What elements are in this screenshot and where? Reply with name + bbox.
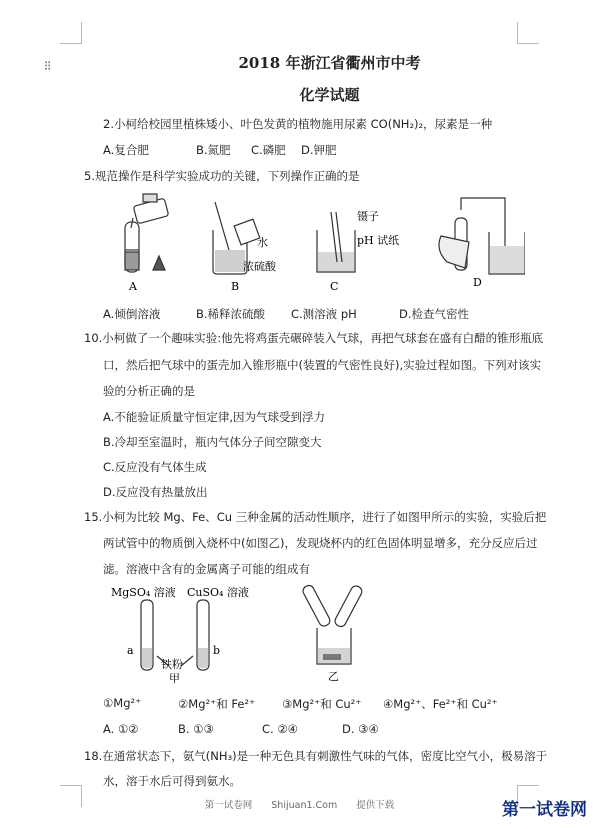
q5-figure <box>105 190 525 295</box>
fig-label-jia: 甲 <box>169 672 180 685</box>
figure-d-airtightness <box>439 198 525 274</box>
fig-label-mgso4: MgSO₄ 溶液 <box>111 586 176 599</box>
footer-site-url[interactable]: Shijuan1.Com <box>271 800 338 811</box>
q10-option-a: A.不能验证质量守恒定律,因为气球受到浮力 <box>103 410 325 424</box>
fig-letter-b: B <box>231 280 240 293</box>
fig-c-ph-paper: pH 试纸 <box>357 234 400 247</box>
fig-letter-d: D <box>473 276 482 289</box>
fig-b-water: 水 <box>257 236 268 249</box>
q15-line-1: 15.小柯为比较 Mg、Fe、Cu 三种金属的活动性顺序，进行了如图甲所示的实验，实验后把 <box>84 510 547 524</box>
footer-download: 提供下载 <box>356 800 395 811</box>
q15-line-2: 两试管中的物质倒入烧杯中(如图乙)，发现烧杯内的红色固体明显增多，充分反应后过 <box>103 536 538 550</box>
figure-c-ph-test <box>317 212 355 272</box>
q2-option-d: D.钾肥 <box>301 143 337 157</box>
fig-letter-c: C <box>330 280 339 293</box>
q2-option-c: C.磷肥 <box>251 143 286 157</box>
fig-label-a: a <box>127 644 134 657</box>
footer-site-name: 第一试卷网 <box>204 800 253 811</box>
q15-choice-4: ④Mg²⁺、Fe²⁺和 Cu²⁺ <box>383 697 498 711</box>
q10-line-1: 10.小柯做了一个趣味实验:他先将鸡蛋壳碾碎装入气球，再把气球套在盛有白醋的锥形瓶底 <box>84 331 544 345</box>
q10-option-b: B.冷却至室温时，瓶内气体分子间空隙变大 <box>103 435 322 449</box>
fig-c-tweezers: 镊子 <box>357 210 379 223</box>
q5-stem: 5.规范操作是科学实验成功的关键，下列操作正确的是 <box>84 169 360 183</box>
q10-option-d: D.反应没有热量放出 <box>103 485 208 499</box>
q5-option-b: B.稀释浓硫酸 <box>196 307 266 321</box>
fig-label-b: b <box>213 644 221 657</box>
q15-option-a: A. ①② <box>103 722 139 736</box>
q10-line-3: 验的分析正确的是 <box>103 384 195 398</box>
fig-label-iron: 铁粉 <box>161 658 183 671</box>
q15-figure <box>105 580 485 685</box>
corner-mark-top-left <box>60 22 82 44</box>
q2-stem: 2.小柯给校园里植株矮小、叶色发黄的植物施用尿素 CO(NH₂)₂，尿素是一种 <box>103 117 493 131</box>
q15-choice-3: ③Mg²⁺和 Cu²⁺ <box>282 697 362 711</box>
watermark-logo: 第一试卷网 <box>502 800 587 820</box>
figure-a-pouring <box>125 194 169 272</box>
q15-option-b: B. ①③ <box>178 722 214 736</box>
corner-mark-top-right <box>517 22 539 44</box>
figure-yi <box>301 584 363 664</box>
q18-line-2: 水，溶于水后可得到氨水。 <box>103 774 241 788</box>
q5-option-a: A.倾倒溶液 <box>103 307 161 321</box>
fig-b-acid: 浓硫酸 <box>243 260 276 273</box>
q5-option-c: C.测溶液 pH <box>291 307 357 321</box>
q5-option-d: D.检查气密性 <box>399 307 470 321</box>
q2-option-b: B.氮肥 <box>196 143 231 157</box>
q10-option-c: C.反应没有气体生成 <box>103 460 207 474</box>
q18-line-1: 18.在通常状态下，氨气(NH₃)是一种无色具有刺激性气味的气体，密度比空气小，极易溶于 <box>84 749 548 763</box>
q2-option-a: A.复合肥 <box>103 143 149 157</box>
fig-label-yi: 乙 <box>328 670 339 683</box>
q15-choice-1: ①Mg²⁺ <box>103 696 142 710</box>
page-subtitle: 化学试题 <box>299 86 360 104</box>
q10-line-2: 口，然后把气球中的蛋壳加入锥形瓶中(装置的气密性良好),实验过程如图。下列对该实 <box>103 358 542 372</box>
q15-line-3: 滤。溶液中含有的金属离子可能的组成有 <box>103 562 310 576</box>
drag-handle-icon[interactable]: ⁝⁝ <box>44 59 51 74</box>
q15-choice-2: ②Mg²⁺和 Fe²⁺ <box>178 697 256 711</box>
q15-option-d: D. ③④ <box>342 722 379 736</box>
q15-option-c: C. ②④ <box>262 722 298 736</box>
fig-letter-a: A <box>129 280 137 293</box>
page-title: 2018 年浙江省衢州市中考 <box>238 54 421 72</box>
fig-label-cuso4: CuSO₄ 溶液 <box>187 586 249 599</box>
